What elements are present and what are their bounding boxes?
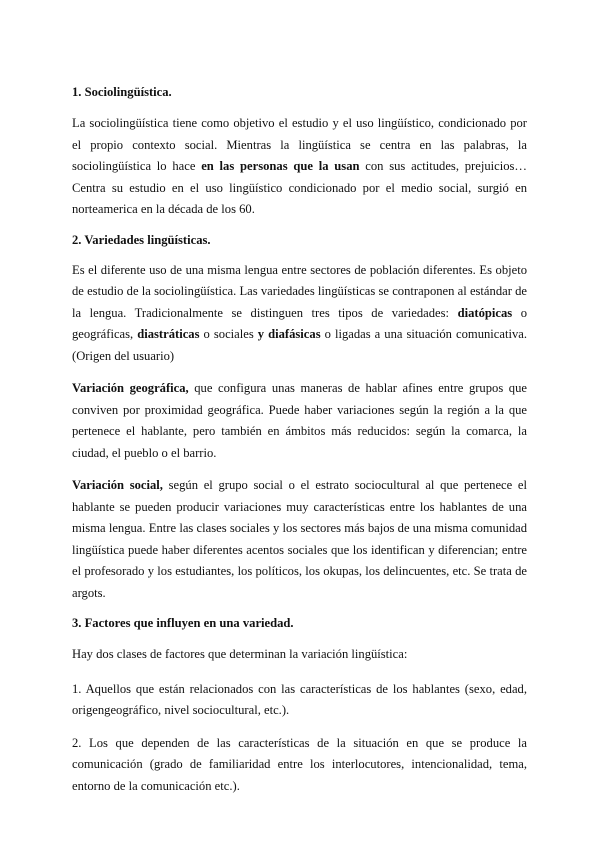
- document-page: [72, 84, 527, 797]
- term-diastraticas: diastráticas: [137, 327, 200, 341]
- section-2-intro-paragraph: [72, 260, 527, 368]
- paragraph-text: o ligadas a una situación comunicativa. (Origen del usuario): [72, 327, 527, 363]
- social-variation-term: Variación social,: [72, 478, 163, 492]
- social-variation-paragraph: [72, 475, 527, 604]
- list-item: 2. Los que dependen de las características de la situación en que se produce la comunicación (grado de familiaridad entre los interlocutores, intencionalidad, tema, entorno de la comunicación etc.).: [72, 735, 527, 793]
- geographic-variation-term: Variación geográfica,: [72, 381, 189, 395]
- paragraph-text: con sus actitudes, prejuicios… Centra su estudio en el uso lingüístico condicionado por el medio social, surgió en norteamerica en la década de los 60.: [72, 159, 527, 216]
- section-3-heading: 3. Factores que influyen en una variedad.: [72, 616, 294, 630]
- term-diatopicas: diatópicas: [457, 305, 513, 320]
- paragraph-text: o geográficas,: [72, 305, 527, 341]
- paragraph-text: Es el diferente uso de una misma lengua entre sectores de población diferentes. Es objeto de estudio de la sociolingüística. Las variedades lingüísticas se contraponen al estándar de la lengua. Tradicionalmente se distinguen tres tipos de variedades:: [72, 262, 527, 320]
- section-2-heading: 2. Variedades lingüísticas.: [72, 232, 211, 247]
- paragraph-text: según el grupo social o el estrato sociocultural al que pertenece el hablante se pueden producir variaciones muy características entre los hablantes de una misma lengua. Entre las clases sociales y los sectores más bajos de una misma comunidad lingüística puede haber diferentes acentos sociales que los identifican y diferencian; entre el profesorado y los estudiantes, los políticos, los okupas, los delincuentes, etc. Se trata de argots.: [72, 478, 528, 600]
- paragraph-text: o sociales: [199, 327, 258, 341]
- section-1-paragraph: [72, 113, 527, 221]
- list-item: 1. Aquellos que están relacionados con las características de los hablantes (sexo, edad, origengeográfico, nivel sociocultural, etc.).: [72, 681, 527, 717]
- section-1-heading: 1. Sociolingüística.: [72, 85, 172, 99]
- paragraph-text: La sociolingüística tiene como objetivo el estudio y el uso lingüístico, condicionado por el propio contexto social. Mientras la lingüística se centra en las palabras, la sociolingüística lo hace: [72, 116, 527, 173]
- paragraph-text: que configura unas maneras de hablar afines entre grupos que conviven por proximidad geográfica. Puede haber variaciones según la región a la que pertenece el hablante, pero también en ámbitos más reducidos: según la comarca, la ciudad, el pueblo o el barrio.: [72, 381, 527, 460]
- term-diafasicas: y diafásicas: [257, 327, 321, 341]
- section-3-intro: Hay dos clases de factores que determinan la variación lingüística:: [72, 647, 408, 661]
- geographic-variation-paragraph: [72, 378, 527, 464]
- paragraph-bold-text: en las personas que la usan: [201, 159, 360, 173]
